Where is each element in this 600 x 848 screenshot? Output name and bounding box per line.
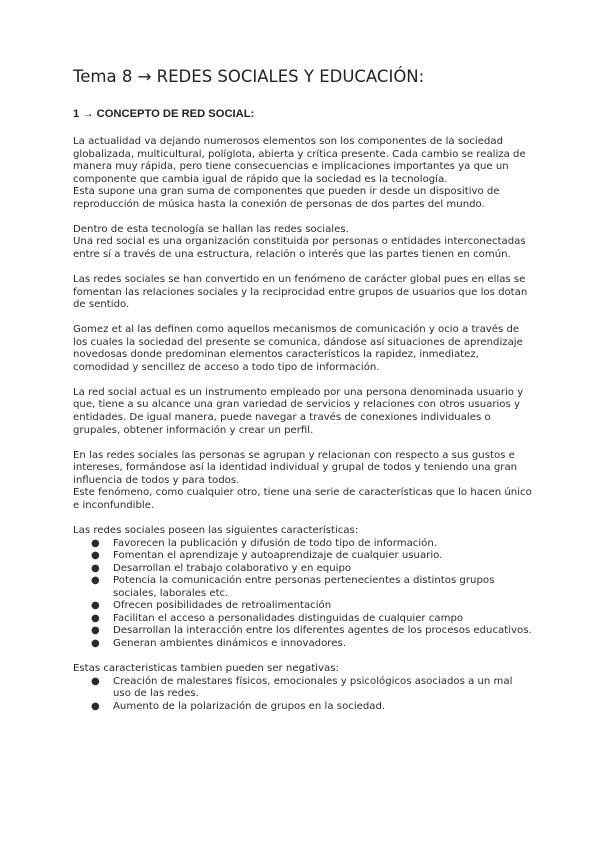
list-item xyxy=(73,575,533,600)
list-item xyxy=(73,676,533,701)
characteristics-list xyxy=(73,538,533,651)
bullet-icon: ● xyxy=(91,700,100,712)
paragraph-text: Esta supone una gran suma de componentes que pueden ir desde un dispositivo de reproducción de música hasta la conexión de personas de dos partes del mundo. xyxy=(73,186,500,210)
bullet-icon: ● xyxy=(91,537,100,549)
bullet-icon: ● xyxy=(91,575,100,587)
bullet-icon: ● xyxy=(91,637,100,649)
list-item-text: Creación de malestares físicos, emocionales y psicológicos asociados a un mal uso de las redes. xyxy=(113,675,513,700)
list-item xyxy=(73,538,533,551)
bullet-icon: ● xyxy=(91,612,100,624)
list-item-text: Potencia la comunicación entre personas pertenecientes a distintos grupos sociales, laborales etc. xyxy=(113,575,495,599)
list-item-text: Ofrecen posibilidades de retroalimentación xyxy=(113,600,332,612)
list-intro: Estas caracteristicas tambien pueden ser negativas: xyxy=(73,662,339,674)
paragraph: La red social actual es un instrumento empleado por una persona denominada usuario y que, tiene a su alcance una gran variedad de servicios y relaciones con otros usuarios y entidades. De igual manera, puede navegar a través de conexiones individuales o grupales, obtener información y crear un perfil. xyxy=(73,386,524,436)
body-text xyxy=(73,136,533,726)
list-intro: Las redes sociales poseen las siguientes características: xyxy=(73,524,359,536)
list-item xyxy=(73,701,533,714)
list-item-text: Generan ambientes dinámicos e innovadores. xyxy=(113,637,346,649)
list-item xyxy=(73,613,533,626)
list-item-text: Desarrollan el trabajo colaborativo y en equipo xyxy=(113,562,352,574)
paragraph: Gomez et al las definen como aquellos mecanismos de comunicación y ocio a través de los cuales la sociedad del presente se comunica, dándose así situaciones de aprendizaje novedosas donde predominan elementos característicos la rapidez, inmediatez, comodidad y sencillez de acceso a todo tipo de información. xyxy=(73,324,523,373)
list-item-text: Aumento de la polarización de grupos en la sociedad. xyxy=(113,700,386,712)
paragraph-text: Una red social es una organización constituida por personas o entidades interconectadas entre sí a través de una estructura, relación o interés que las partes tienen en común. xyxy=(73,236,526,260)
page-title: Tema 8 → REDES SOCIALES Y EDUCACIÓN: xyxy=(73,67,425,86)
list-item-text: Desarrollan la interacción entre los diferentes agentes de los procesos educativos. xyxy=(113,625,532,637)
list-item xyxy=(73,563,533,576)
paragraph-text: Dentro de esta tecnología se hallan las redes sociales. xyxy=(73,223,349,235)
list-item-text: Fomentan el aprendizaje y autoaprendizaje de cualquier usuario. xyxy=(113,550,443,562)
paragraph-text: Este fenómeno, como cualquier otro, tiene una serie de características que lo hacen único e inconfundible. xyxy=(73,487,532,511)
list-item xyxy=(73,550,533,563)
paragraph: Las redes sociales se han convertido en un fenómeno de carácter global pues en ellas se fomentan las relaciones sociales y la reciprocidad entre grupos de usuarios que los dotan de sentido. xyxy=(73,274,528,311)
paragraph-text: En las redes sociales las personas se agrupan y relacionan con respecto a sus gustos e intereses, formándose así la identidad individual y grupal de todos y teniendo una gran influencia de todos y para todos. xyxy=(73,449,518,486)
bullet-icon: ● xyxy=(91,600,100,612)
bullet-icon: ● xyxy=(91,675,100,687)
paragraph xyxy=(73,450,533,513)
paragraph-text: La actualidad va dejando numerosos elementos son los componentes de la sociedad globalizada, multicultural, políglota, abierta y crítica presente. Cada cambio se realiza de manera muy rápida, pero tiene consecuencias e implicaciones importantes ya que un componente que cambia igual de rápido que la sociedad es la tecnología. xyxy=(73,136,526,185)
paragraph xyxy=(73,224,533,262)
list-item-text: Favorecen la publicación y difusión de todo tipo de información. xyxy=(113,537,437,549)
list-item xyxy=(73,638,533,651)
bullet-icon: ● xyxy=(91,562,100,574)
bullet-icon: ● xyxy=(91,550,100,562)
negatives-list xyxy=(73,676,533,714)
paragraph xyxy=(73,136,533,211)
list-item-text: Facilitan el acceso a personalidades distinguidas de cualquier campo xyxy=(113,612,464,624)
list-item xyxy=(73,625,533,638)
bullet-icon: ● xyxy=(91,625,100,637)
list-item xyxy=(73,600,533,613)
section-heading: 1 → CONCEPTO DE RED SOCIAL: xyxy=(73,108,255,120)
